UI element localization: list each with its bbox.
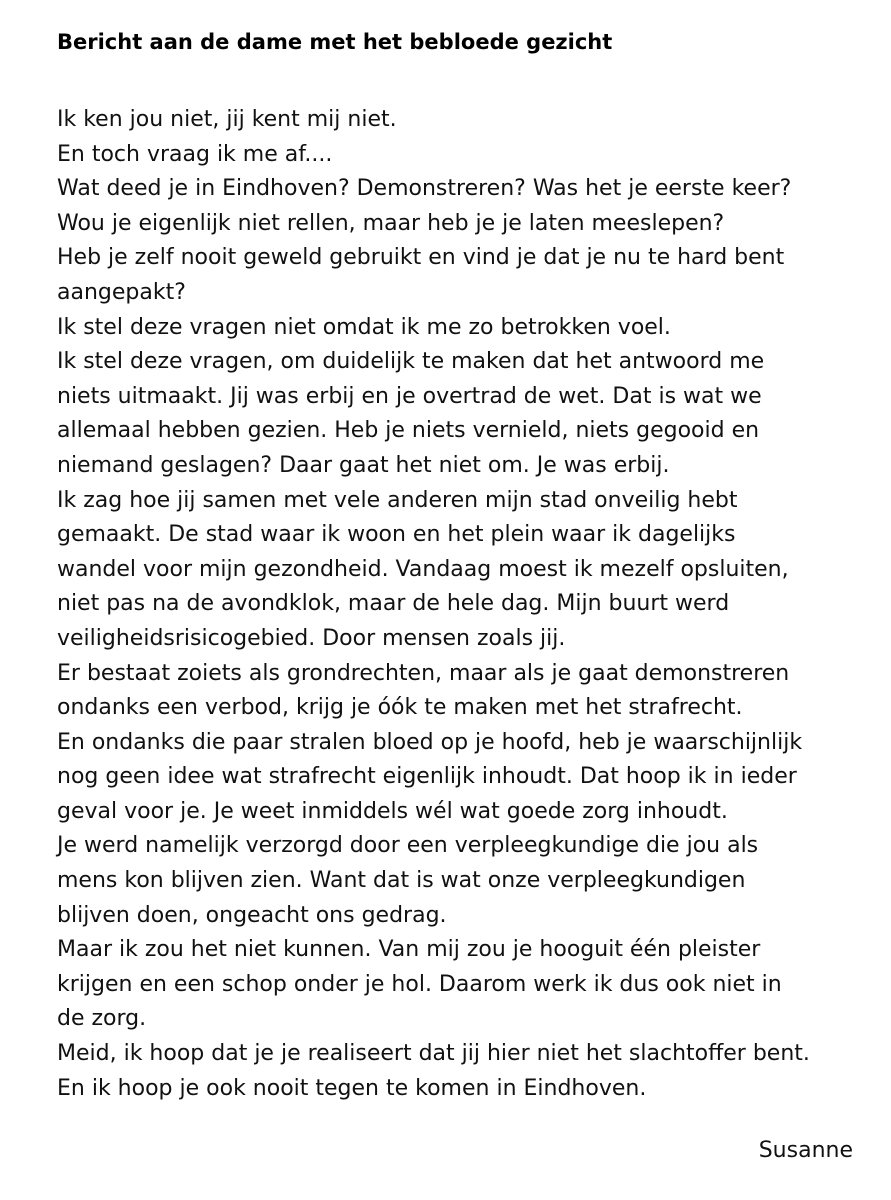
body-line: Ik zag hoe jij samen met vele anderen mijn stad onveilig hebt — [57, 487, 738, 513]
body-line: Heb je zelf nooit geweld gebruikt en vind je dat je nu te hard bent — [57, 245, 785, 271]
body-line: Wat deed je in Eindhoven? Demonstreren? Was het je eerste keer? — [57, 176, 792, 202]
body-line: de zorg. — [57, 1006, 147, 1032]
body-line: krijgen en een schop onder je hol. Daarom werk ik dus ook niet in — [57, 971, 782, 997]
body-line: allemaal hebben gezien. Heb je niets vernield, niets gegooid en — [57, 418, 760, 444]
body-line: Maar ik zou het niet kunnen. Van mij zou je hooguit één pleister — [57, 937, 761, 963]
body-line: wandel voor mijn gezondheid. Vandaag moest ik mezelf opsluiten, — [57, 556, 789, 582]
body-line: blijven doen, ongeacht ons gedrag. — [57, 902, 447, 928]
body-line: gemaakt. De stad waar ik woon en het plein waar ik dagelijks — [57, 522, 736, 548]
document-body — [57, 103, 877, 1106]
body-line: ondanks een verbod, krijg je óók te maken met het strafrecht. — [57, 695, 743, 721]
body-line: aangepakt? — [57, 279, 186, 305]
body-line: mens kon blijven zien. Want dat is wat onze verpleegkundigen — [57, 868, 746, 894]
body-line: Je werd namelijk verzorgd door een verpleegkundige die jou als — [57, 833, 759, 859]
body-line: En ondanks die paar stralen bloed op je hoofd, heb je waarschijnlijk — [57, 729, 803, 755]
body-line: geval voor je. Je weet inmiddels wél wat goede zorg inhoudt. — [57, 798, 728, 824]
body-line: veiligheidsrisicogebied. Door mensen zoals jij. — [57, 625, 566, 651]
body-line: Ik stel deze vragen, om duidelijk te maken dat het antwoord me — [57, 349, 765, 375]
body-line: niets uitmaakt. Jij was erbij en je overtrad de wet. Dat is wat we — [57, 383, 762, 409]
body-line: niemand geslagen? Daar gaat het niet om. Je was erbij. — [57, 452, 670, 478]
document-title: Bericht aan de dame met het bebloede gezicht — [57, 30, 613, 54]
body-line: En ik hoop je ook nooit tegen te komen in Eindhoven. — [57, 1075, 647, 1101]
body-line: Er bestaat zoiets als grondrechten, maar als je gaat demonstreren — [57, 660, 790, 686]
body-line: Ik stel deze vragen niet omdat ik me zo betrokken voel. — [57, 314, 671, 340]
body-line: Wou je eigenlijk niet rellen, maar heb je je laten meeslepen? — [57, 210, 725, 236]
signature: Susanne — [758, 1138, 853, 1163]
body-line: En toch vraag ik me af.... — [57, 141, 333, 167]
body-line: niet pas na de avondklok, maar de hele dag. Mijn buurt werd — [57, 591, 730, 617]
body-line: Ik ken jou niet, jij kent mij niet. — [57, 107, 397, 132]
body-line: Meid, ik hoop dat je je realiseert dat jij hier niet het slachtoffer bent. — [57, 1041, 810, 1067]
body-line: nog geen idee wat strafrecht eigenlijk inhoudt. Dat hoop ik in ieder — [57, 764, 797, 790]
